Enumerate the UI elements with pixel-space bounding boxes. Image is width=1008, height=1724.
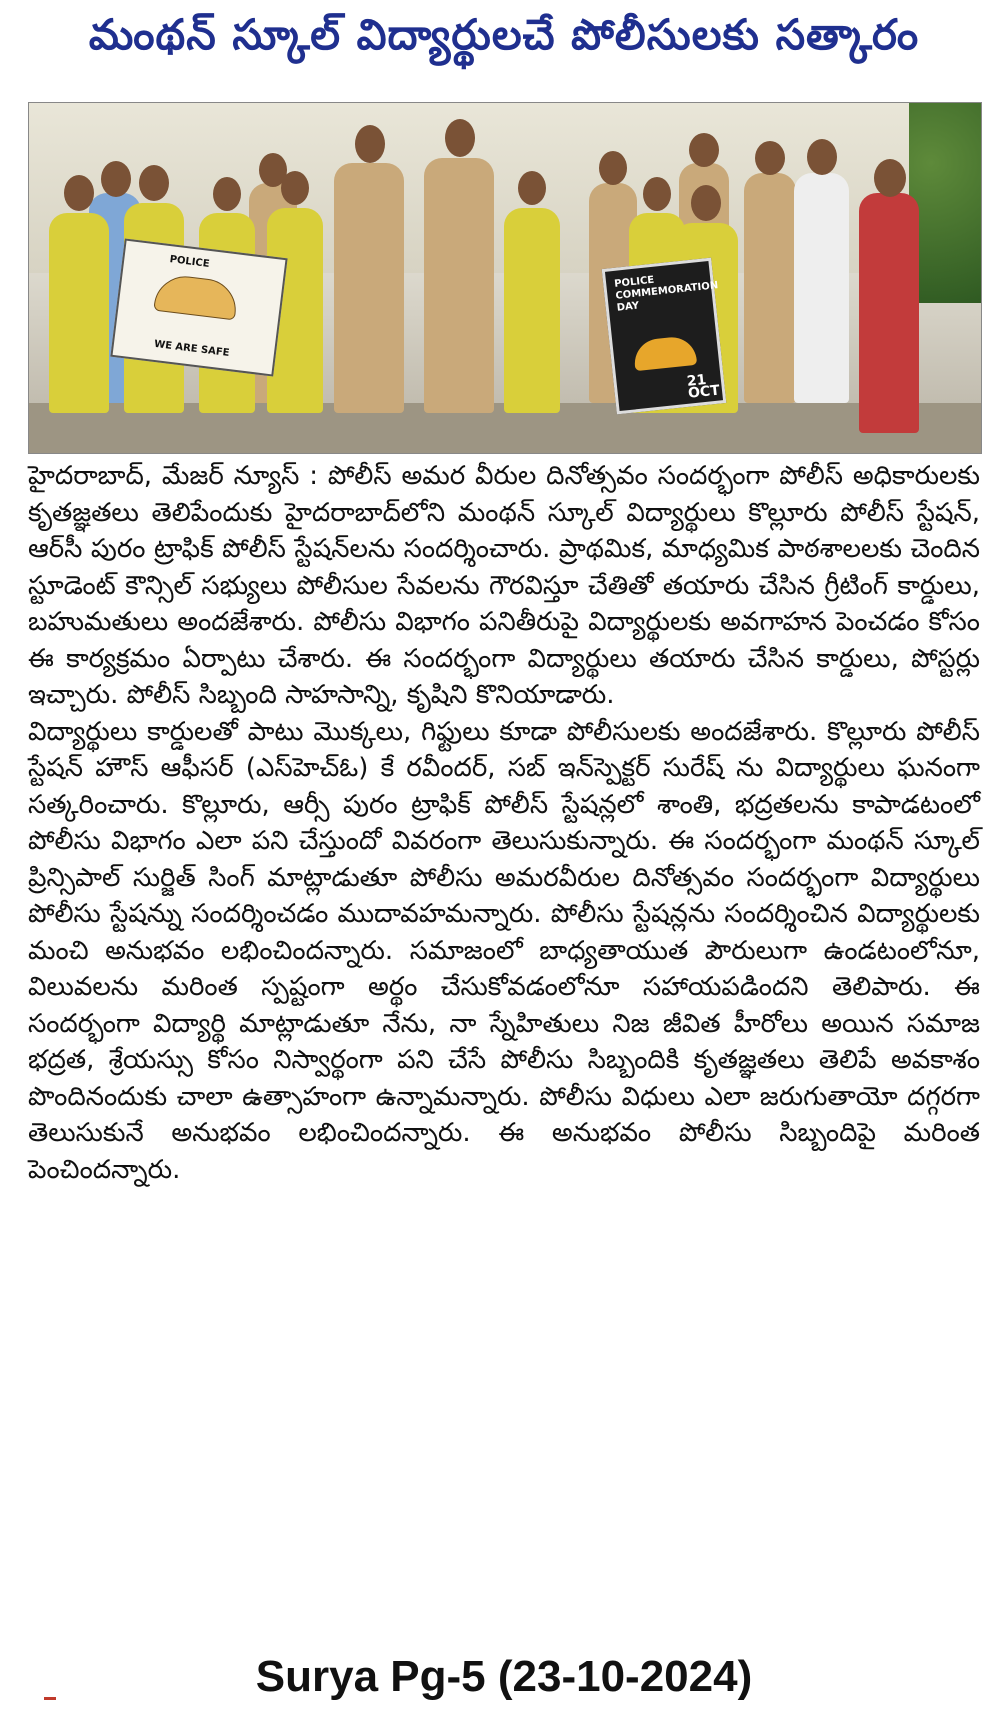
- greeting-card-police: [110, 238, 287, 376]
- news-photo: [28, 102, 982, 454]
- person-head: [64, 175, 94, 211]
- poster-commemoration-day: [602, 258, 727, 415]
- card-text: WE ARE SAFE: [153, 338, 230, 359]
- article-paragraph: హైదరాబాద్, మేజర్ న్యూస్ : పోలీస్ అమర వీరుల దినోత్సవం సందర్భంగా పోలీస్ అధికారులకు కృతజ్ఞతలు తెలిపేందుకు హైదరాబాద్‌లోని మంథన్ స్కూల్ విద్యార్థులు కొల్లూరు పోలీస్ స్టేషన్, ఆర్‌సీ పురం ట్రాఫిక్ పోలీస్ స్టేషన్‌లను సందర్శించారు. ప్రాథమిక, మాధ్యమిక పాఠశాలలకు చెందిన స్టూడెంట్ కౌన్సిల్ సభ్యులు పోలీసుల సేవలను గౌరవిస్తూ చేతితో తయారు చేసిన గ్రీటింగ్ కార్డులు, బహుమతులు అందజేశారు. పోలీసు విభాగం పనితీరుపై విద్యార్థులకు అవగాహన పెంచడం కోసం ఈ కార్యక్రమం ఏర్పాటు చేశారు. ఈ సందర్భంగా విద్యార్థులు తయారు చేసిన కార్డులు, పోస్టర్లు ఇచ్చారు. పోలీస్ సిబ్బంది సాహసాన్ని, కృషిని కొనియాడారు.: [28, 461, 980, 710]
- poster-text: POLICE COMMEMORATION DAY: [613, 274, 719, 314]
- person-head: [101, 161, 131, 197]
- person: [794, 173, 849, 403]
- police-officer: [424, 158, 494, 413]
- student: [49, 213, 109, 413]
- poster-date: 21 OCT: [686, 371, 721, 402]
- person-head: [281, 171, 309, 205]
- card-text: POLICE: [168, 254, 211, 270]
- person-head: [445, 119, 475, 157]
- article-paragraph: విద్యార్థులు కార్డులతో పాటు మొక్కలు, గిఫ్టులు కూడా పోలీసులకు అందజేశారు. కొల్లూరు పోలీస్ స్టేషన్ హౌస్ ఆఫీసర్ (ఎస్‌హెచ్‌ఓ) కే రవీందర్, సబ్ ఇన్‌స్పెక్టర్ సురేష్ ను విద్యార్థులు ఘనంగా సత్కరించారు. కొల్లూరు, ఆర్సీ పురం ట్రాఫిక్ పోలీస్ స్టేషన్లలో శాంతి, భద్రతలను కాపాడటంలో పోలీసు విభాగం ఎలా పని చేస్తుందో వివరంగా తెలుసుకున్నారు. ఈ సందర్భంగా మంథన్ స్కూల్ ప్రిన్సిపాల్ సుర్జిత్ సింగ్ మాట్లాడుతూ పోలీసు అమరవీరుల దినోత్సవం సందర్భంగా విద్యార్థులు పోలీసు స్టేషన్ను సందర్శించడం ముదావహమన్నారు. పోలీసు స్టేషన్లను సందర్శించిన విద్యార్థులకు మంచి అనుభవం లభించిందన్నారు. సమాజంలో బాధ్యతాయుత పౌరులుగా ఉండటంలోనూ, విలువలను మరింత స్పష్టంగా అర్థం చేసుకోవడంలోనూ సహాయపడిందని తెలిపారు. ఈ సందర్భంగా విద్యార్థి మాట్లాడుతూ నేను, నా స్నేహితులు నిజ జీవిత హీరోలు అయిన సమాజ భద్రత, శ్రేయస్సు కోసం నిస్వార్థంగా పని చేసే పోలీసు సిబ్బందికి కృతజ్ఞతలు తెలిపే అవకాశం పొందినందుకు చాలా ఉత్సాహంగా ఉన్నామన్నారు. పోలీసు విధులు ఎలా జరుగుతాయో దగ్గరగా తెలుసుకునే అనుభవం లభించిందన్నారు. ఈ అనుభవం పోలీసు సిబ్బందిపై మరింత పెంచిందన్నారు.: [28, 716, 980, 1185]
- source-citation: Surya Pg-5 (23-10-2024): [255, 1652, 753, 1701]
- person-head: [643, 177, 671, 211]
- person: [744, 173, 796, 403]
- person-head: [139, 165, 169, 201]
- person-head: [691, 185, 721, 221]
- police-cap-drawing: [153, 273, 239, 321]
- person: [859, 193, 919, 433]
- person-head: [355, 125, 385, 163]
- police-hat-drawing: [632, 335, 697, 371]
- person-head: [874, 159, 906, 197]
- person-head: [807, 139, 837, 175]
- person-head: [755, 141, 785, 175]
- person-head: [599, 151, 627, 185]
- article-body: [28, 458, 980, 1188]
- person-head: [518, 171, 546, 205]
- person-head: [213, 177, 241, 211]
- police-officer: [334, 163, 404, 413]
- photo-plant: [909, 103, 981, 303]
- person-head: [689, 133, 719, 167]
- headline: మంథన్ స్కూల్ విద్యార్థులచే పోలీసులకు సత్కారం: [88, 10, 920, 59]
- student: [504, 208, 560, 413]
